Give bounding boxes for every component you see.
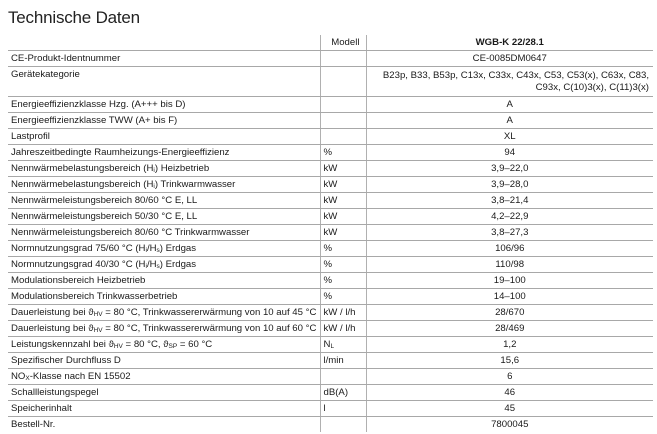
- row-unit: l: [320, 401, 366, 417]
- row-label: Dauerleistung bei $ϑ_{HV} = 80$ °C, Trinkwassererwärmung von 10 auf 45 °C: [8, 305, 320, 321]
- row-unit: [320, 97, 366, 113]
- row-value: 19–100: [366, 273, 653, 289]
- row-value: 28/670: [366, 305, 653, 321]
- row-unit: kW: [320, 177, 366, 193]
- row-label: Leistungskennzahl bei $ϑ_{HV} = 80$ °C, $ϑ_{SP} = 60$ °C: [8, 337, 320, 353]
- row-unit: %: [320, 145, 366, 161]
- row-value: 15,6: [366, 353, 653, 369]
- row-label: Speicherinhalt: [8, 401, 320, 417]
- row-value: 6: [366, 369, 653, 385]
- table-row: [8, 51, 653, 67]
- row-unit: [320, 51, 366, 67]
- row-label: Nennwärmeleistungsbereich 50/30 °C E, LL: [8, 209, 320, 225]
- table-row: [8, 353, 653, 369]
- row-value: 3,9–28,0: [366, 177, 653, 193]
- row-label: Spezifischer Durchfluss D: [8, 353, 320, 369]
- row-label: Dauerleistung bei $ϑ_{HV} = 80$ °C, Trinkwassererwärmung von 10 auf 60 °C: [8, 321, 320, 337]
- table-row: [8, 67, 653, 97]
- row-unit: kW: [320, 225, 366, 241]
- table-row: [8, 321, 653, 337]
- table-row: [8, 145, 653, 161]
- row-value: A: [366, 113, 653, 129]
- row-value: A: [366, 97, 653, 113]
- row-label: Lastprofil: [8, 129, 320, 145]
- row-unit: dB(A): [320, 385, 366, 401]
- row-value: 1,2: [366, 337, 653, 353]
- table-row: [8, 305, 653, 321]
- table-row: [8, 401, 653, 417]
- row-value: 14–100: [366, 289, 653, 305]
- row-value: CE-0085DM0647: [366, 51, 653, 67]
- row-value: 110/98: [366, 257, 653, 273]
- table-row: [8, 209, 653, 225]
- row-label: Schallleistungspegel: [8, 385, 320, 401]
- row-unit: [320, 129, 366, 145]
- table-row: [8, 289, 653, 305]
- row-label: Jahreszeitbedingte Raumheizungs-Energieeffizienz: [8, 145, 320, 161]
- page-title: Technische Daten: [8, 8, 140, 27]
- row-unit: %: [320, 257, 366, 273]
- row-label: Nennwärmeleistungsbereich 80/60 °C Trinkwarmwasser: [8, 225, 320, 241]
- row-value: 3,9–22,0: [366, 161, 653, 177]
- header-model-label: Modell: [320, 35, 366, 51]
- row-value: XL: [366, 129, 653, 145]
- row-label: Modulationsbereich Heizbetrieb: [8, 273, 320, 289]
- table-row: [8, 225, 653, 241]
- table-row: [8, 257, 653, 273]
- row-unit: kW: [320, 193, 366, 209]
- row-label: Nennwärmebelastungsbereich $(H_i)$ Heizbetrieb: [8, 161, 320, 177]
- row-unit: %: [320, 289, 366, 305]
- row-unit: l/min: [320, 353, 366, 369]
- row-value: 7800045: [366, 417, 653, 433]
- table-row: [8, 193, 653, 209]
- table-header-row: [8, 35, 653, 51]
- row-unit: kW: [320, 209, 366, 225]
- row-unit: kW / l/h: [320, 321, 366, 337]
- header-model-value: WGB-K 22/28.1: [366, 35, 653, 51]
- row-label: Normnutzungsgrad 75/60 °C $(H_i/H_s)$ Erdgas: [8, 241, 320, 257]
- row-label: Energieeffizienzklasse TWW (A+ bis F): [8, 113, 320, 129]
- row-value: 4,2–22,9: [366, 209, 653, 225]
- row-unit: $N_L$: [320, 337, 366, 353]
- table-row: [8, 273, 653, 289]
- table-row: [8, 161, 653, 177]
- table-row: [8, 369, 653, 385]
- row-unit: [320, 417, 366, 433]
- table-row: [8, 177, 653, 193]
- row-label: Energieeffizienzklasse Hzg. (A+++ bis D): [8, 97, 320, 113]
- row-value: 94: [366, 145, 653, 161]
- row-value: 46: [366, 385, 653, 401]
- row-label: Nennwärmeleistungsbereich 80/60 °C E, LL: [8, 193, 320, 209]
- table-row: [8, 97, 653, 113]
- row-value: 28/469: [366, 321, 653, 337]
- table-row: [8, 417, 653, 433]
- table-row: [8, 113, 653, 129]
- row-label: Bestell-Nr.: [11, 419, 56, 430]
- row-value: 45: [366, 401, 653, 417]
- row-label: Gerätekategorie: [8, 67, 320, 97]
- row-unit: %: [320, 241, 366, 257]
- row-unit: [320, 113, 366, 129]
- row-label: Normnutzungsgrad 40/30 °C $(H_i/H_s)$ Erdgas: [8, 257, 320, 273]
- row-unit: kW: [320, 161, 366, 177]
- row-value: 3,8–27,3: [366, 225, 653, 241]
- row-label: Nennwärmebelastungsbereich $(H_i)$ Trinkwarmwasser: [8, 177, 320, 193]
- row-label: $NO_X$-Klasse nach EN 15502: [8, 369, 320, 385]
- row-label: CE-Produkt-Identnummer: [8, 51, 320, 67]
- row-unit: %: [320, 273, 366, 289]
- row-unit: kW / l/h: [320, 305, 366, 321]
- row-unit: [320, 67, 366, 97]
- table-row: [8, 385, 653, 401]
- row-label: Modulationsbereich Trinkwasserbetrieb: [8, 289, 320, 305]
- row-unit: [320, 369, 366, 385]
- row-value: 3,8–21,4: [366, 193, 653, 209]
- row-value: B23p, B33, B53p, C13x, C33x, C43x, C53, C53(x), C63x, C83, C93x, C(10)3(x), C(11)3(x): [366, 67, 653, 97]
- table-row: [8, 241, 653, 257]
- row-value: 106/96: [366, 241, 653, 257]
- tech-data-table: [8, 35, 653, 432]
- header-label: [8, 35, 320, 51]
- table-row: [8, 337, 653, 353]
- table-row: [8, 129, 653, 145]
